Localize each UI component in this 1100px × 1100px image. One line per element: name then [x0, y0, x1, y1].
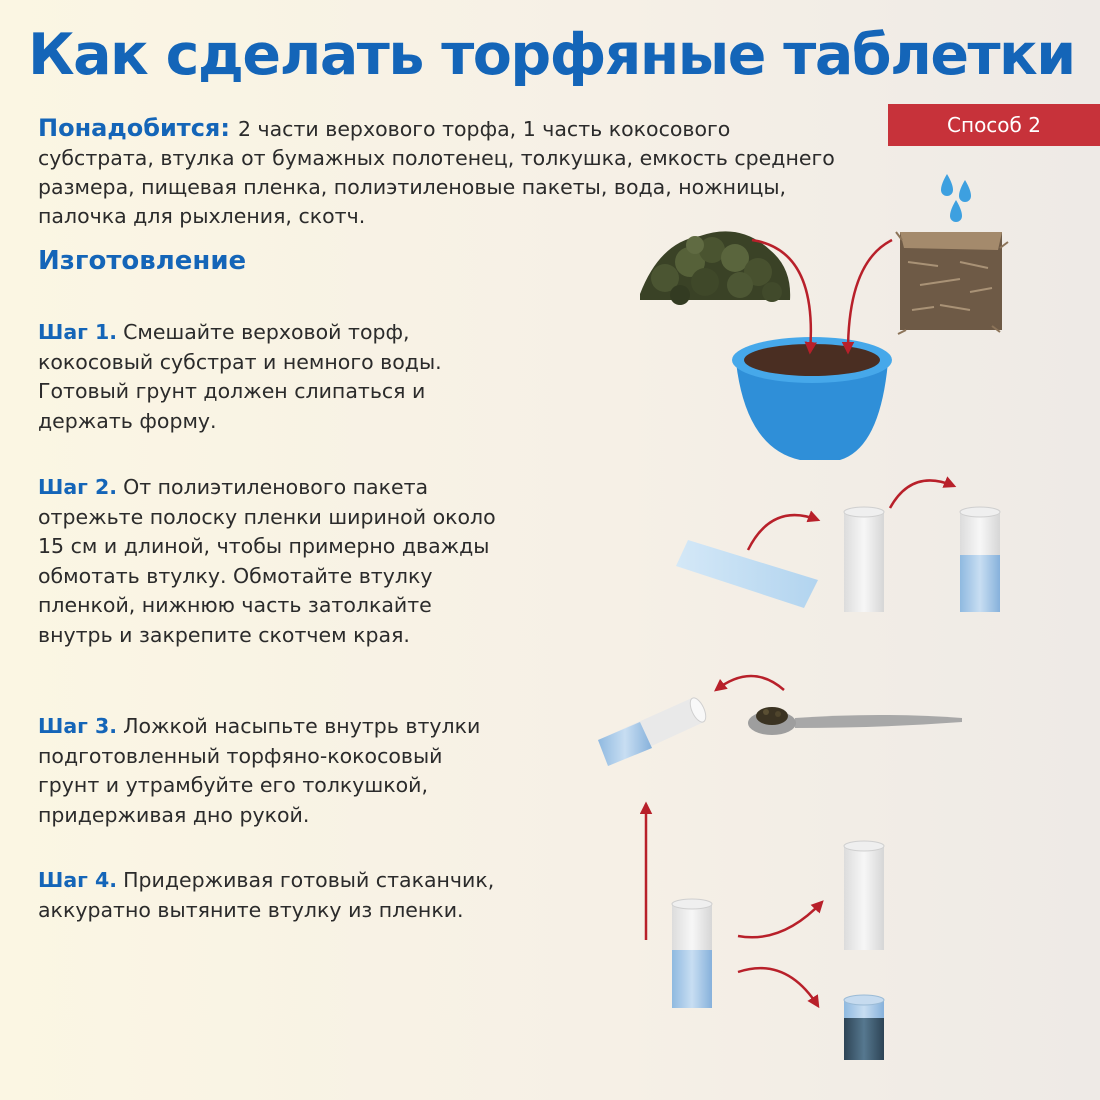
tube-icon: [844, 841, 884, 950]
tube-icon: [672, 899, 712, 1008]
film-strip-icon: [676, 540, 818, 608]
step-4-text: Придерживая готовый стаканчик, аккуратно вытяните втулку из пленки.: [38, 868, 495, 922]
step-3-text: Ложкой насыпьте внутрь втулки подготовленный торфяно-кокосовый грунт и утрамбуйте его толкушкой, придерживая дно рукой.: [38, 714, 481, 827]
bowl-icon: [732, 337, 892, 460]
coco-block-icon: [896, 232, 1008, 334]
arrow-icon: [890, 480, 954, 508]
method-badge: Способ 2: [888, 104, 1100, 146]
tube-icon: [960, 507, 1000, 612]
step-2-label: Шаг 2.: [38, 475, 118, 499]
tube-icon: [844, 507, 884, 612]
spoon-icon: [748, 707, 962, 735]
arrow-icon: [716, 676, 784, 690]
peat-pile-icon: [640, 231, 790, 305]
step-1-label: Шаг 1.: [38, 320, 118, 344]
peat-cup-icon: [844, 995, 884, 1060]
tube-icon: [598, 696, 709, 766]
step-2-text: От полиэтиленового пакета отрежьте полоску пленки шириной около 15 см и длиной, чтобы примерно дважды обмотать втулку. Обмотайте втулку пленкой, нижнюю часть затолкайте внутрь и закрепите скотчем края.: [38, 475, 496, 647]
section-title: Изготовление: [38, 246, 247, 276]
arrow-icon: [738, 902, 822, 937]
arrow-icon: [738, 968, 818, 1006]
arrow-icon: [748, 515, 818, 550]
materials-label: Понадобится:: [38, 114, 230, 142]
step-3-label: Шаг 3.: [38, 714, 118, 738]
page-title: Как сделать торфяные таблетки: [28, 22, 1075, 88]
step-1-text: Смешайте верховой торф, кокосовый субстрат и немного воды. Готовый грунт должен слипаться и держать форму.: [38, 320, 442, 433]
materials-text: 2 части верхового торфа, 1 часть кокосового субстрата, втулка от бумажных полотенец, толкушка, емкость среднего размера, пищевая пленка, полиэтиленовые пакеты, вода, ножницы, палочка для рыхления, скотч.: [38, 117, 835, 228]
step-4-label: Шаг 4.: [38, 868, 118, 892]
water-drops-icon: [941, 174, 971, 222]
arrow-icon: [848, 240, 892, 352]
